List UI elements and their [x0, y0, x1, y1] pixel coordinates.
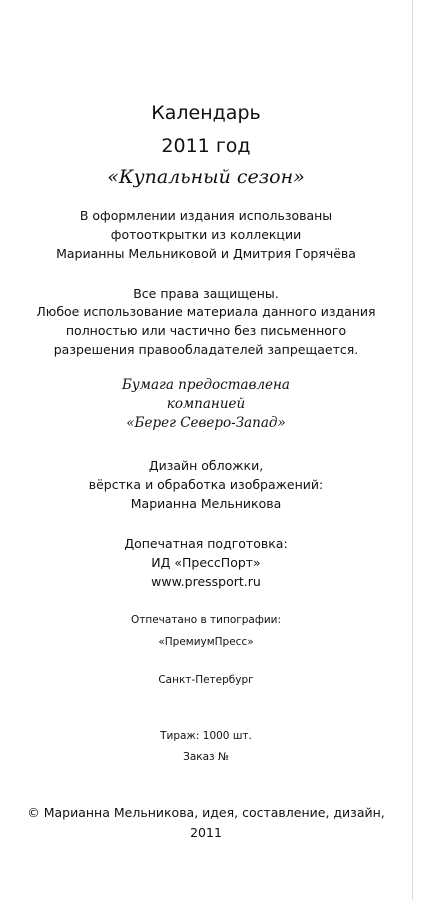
rights-line-2: Любое использование материала данного издания	[36, 304, 376, 319]
prepress-line-2: ИД «ПрессПорт»	[151, 555, 261, 570]
printing-line-1: Отпечатано в типографии:	[130, 614, 282, 626]
calendar-title: Календарь	[151, 102, 261, 124]
calendar-subtitle: «Купальный сезон»	[107, 166, 305, 188]
layout-credit-line-1: Дизайн обложки,	[148, 458, 264, 473]
rights-line-3: полностью или частично без письменного	[65, 323, 347, 338]
rights-line-4: разрешения правообладателей запрещается.	[53, 342, 359, 357]
prepress-line-1: Допечатная подготовка:	[124, 536, 288, 551]
layout-credit-line-3: Марианна Мельникова	[130, 496, 282, 511]
circulation-line: Тираж: 1000 шт.	[160, 730, 252, 742]
design-credit-line-3: Марианны Мельниковой и Дмитрия Горячёва	[56, 246, 356, 261]
design-credit-line-2: фотооткрытки из коллекции	[110, 227, 302, 242]
prepress-website: www.pressport.ru	[151, 574, 261, 589]
rights-line-1: Все права защищены.	[133, 286, 279, 301]
printing-house: «ПремиумПресс»	[158, 636, 254, 648]
paper-line-3: «Берег Северо-Запад»	[126, 415, 286, 431]
design-credit-line-1: В оформлении издания использованы	[79, 208, 333, 223]
page-edge-divider	[412, 0, 413, 900]
paper-line-1: Бумага предоставлена	[122, 377, 290, 393]
order-number-line: Заказ №	[183, 751, 229, 763]
paper-line-2: компанией	[166, 396, 246, 412]
printing-city: Санкт-Петербург	[158, 674, 254, 686]
calendar-year: 2011 год	[161, 135, 251, 157]
copyright-year: 2011	[190, 825, 222, 840]
layout-credit-line-2: вёрстка и обработка изображений:	[88, 477, 324, 492]
copyright-line-1: © Марианна Мельникова, идея, составление, дизайн,	[27, 805, 385, 820]
